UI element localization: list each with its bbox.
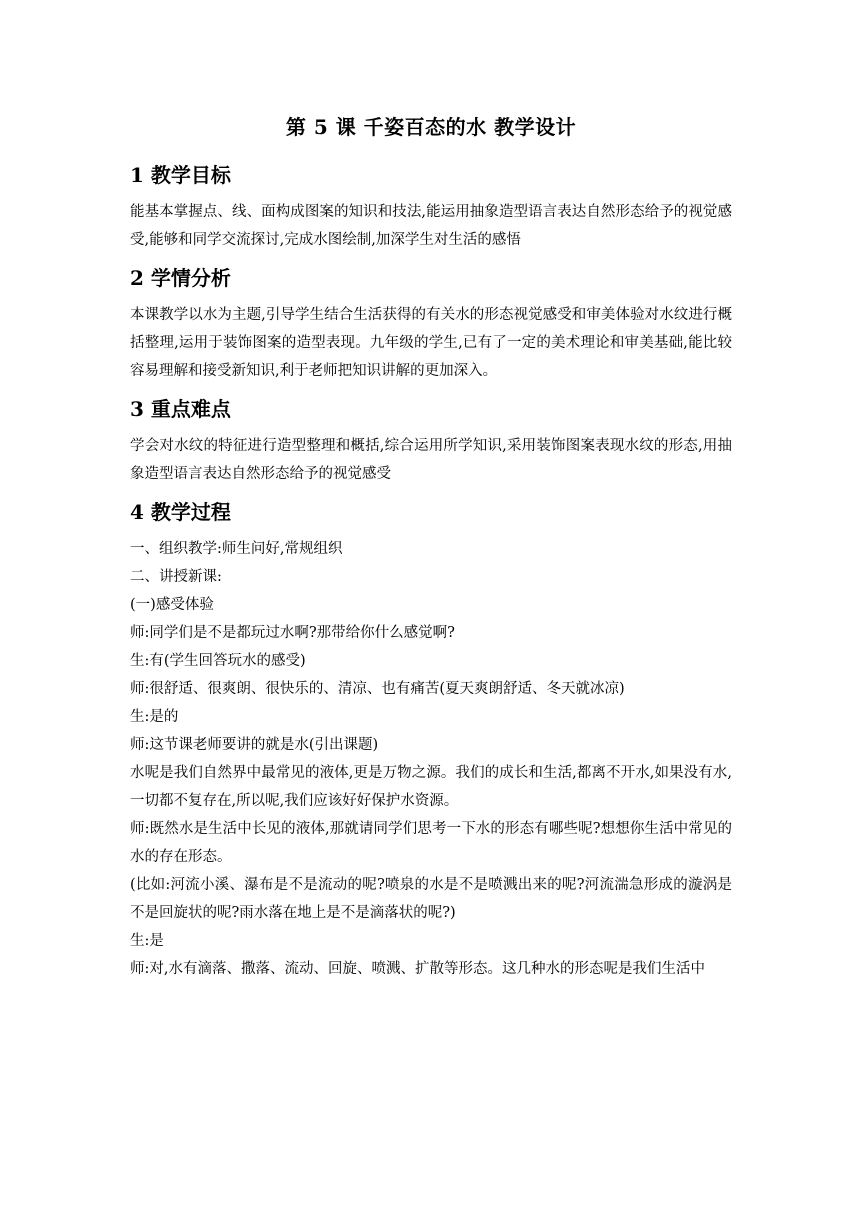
section-teaching-process (130, 497, 732, 983)
paragraph: 水呢是我们自然界中最常见的液体,更是万物之源。我们的成长和生活,都离不开水,如果没有水,一切都不复存在,所以呢,我们应该好好保护水资源。 (130, 765, 732, 809)
section-heading: 2 学情分析 (130, 266, 231, 290)
paragraph: (一)感受体验 (130, 597, 214, 613)
document-body (130, 112, 732, 992)
paragraph: 二、讲授新课: (130, 569, 222, 585)
paragraph: 师:对,水有滴落、撒落、流动、回旋、喷溅、扩散等形态。这几种水的形态呢是我们生活中 (130, 961, 705, 977)
paragraph: 师:既然水是生活中长见的液体,那就请同学们思考一下水的形态有哪些呢?想想你生活中常见的水的存在形态。 (130, 821, 732, 865)
section-heading: 3 重点难点 (130, 397, 231, 421)
paragraph: 师:同学们是不是都玩过水啊?那带给你什么感觉啊? (130, 625, 455, 641)
paragraph: 能基本掌握点、线、面构成图案的知识和技法,能运用抽象造型语言表达自然形态给予的视觉感受,能够和同学交流探讨,完成水图绘制,加深学生对生活的感悟 (130, 204, 732, 248)
section-heading: 4 教学过程 (130, 500, 231, 524)
section-heading: 1 教学目标 (130, 163, 231, 187)
paragraph: (比如:河流小溪、瀑布是不是流动的呢?喷泉的水是不是喷溅出来的呢?河流湍急形成的漩涡是不是回旋状的呢?雨水落在地上是不是滴落状的呢?) (130, 877, 732, 921)
paragraph: 本课教学以水为主题,引导学生结合生活获得的有关水的形态视觉感受和审美体验对水纹进行概括整理,运用于装饰图案的造型表现。九年级的学生,已有了一定的美术理论和审美基础,能比较容易理解和接受新知识,利于老师把知识讲解的更加深入。 (130, 307, 732, 379)
paragraph: 师:这节课老师要讲的就是水(引出课题) (130, 737, 379, 753)
paragraph: 生:有(学生回答玩水的感受) (130, 653, 306, 669)
paragraph: 师:很舒适、很爽朗、很快乐的、清凉、也有痛苦(夏天爽朗舒适、冬天就冰凉) (130, 681, 625, 697)
paragraph: 生:是的 (130, 709, 179, 725)
section-key-difficulties (130, 394, 732, 488)
section-learner-analysis (130, 263, 732, 385)
section-objectives (130, 160, 732, 254)
document-title: 第 5 课 千姿百态的水 教学设计 (285, 115, 577, 139)
paragraph: 一、组织教学:师生问好,常规组织 (130, 541, 343, 557)
paragraph: 生:是 (130, 933, 164, 949)
paragraph: 学会对水纹的特征进行造型整理和概括,综合运用所学知识,采用装饰图案表现水纹的形态,用抽象造型语言表达自然形态给予的视觉感受 (130, 438, 732, 482)
